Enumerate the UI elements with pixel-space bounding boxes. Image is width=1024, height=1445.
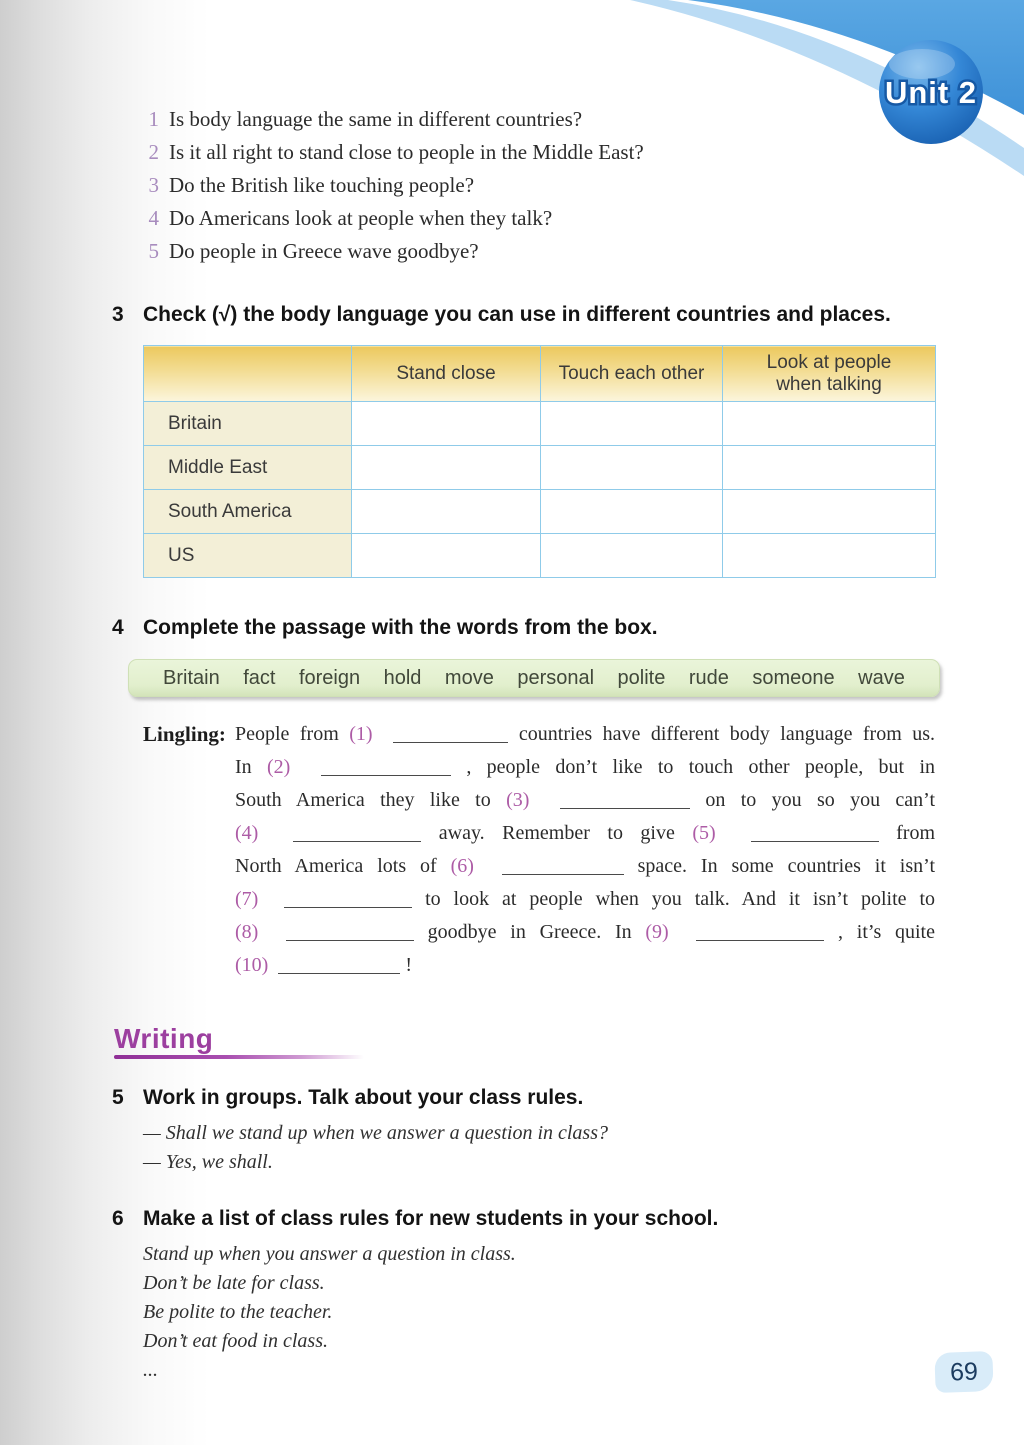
row-header-south-america: South America bbox=[144, 490, 352, 534]
blank-number: (4) bbox=[235, 822, 276, 844]
unit-badge-label: Unit 2 bbox=[884, 75, 978, 110]
passage-line bbox=[235, 916, 935, 949]
fill-in-blank bbox=[321, 757, 451, 776]
word-box-item: foreign bbox=[298, 666, 361, 689]
fill-in-blank bbox=[293, 823, 421, 842]
example-rule: Don’t be late for class. bbox=[143, 1272, 325, 1294]
word-box-item: polite bbox=[617, 666, 666, 689]
table-header-look-at-people bbox=[723, 346, 936, 402]
writing-section-heading bbox=[114, 1024, 374, 1059]
question-number: 4 bbox=[148, 206, 159, 230]
table-row bbox=[144, 490, 936, 534]
section6-heading bbox=[112, 1206, 935, 1232]
passage bbox=[143, 718, 935, 982]
passage-text: space. In some countries it isn’t bbox=[637, 855, 935, 877]
blank-number: (2) bbox=[267, 756, 306, 778]
passage-text: In bbox=[235, 756, 267, 778]
blank-number: (5) bbox=[692, 822, 734, 844]
fill-in-blank bbox=[393, 724, 508, 743]
word-box-item: move bbox=[444, 666, 494, 689]
table-header-label: Look at people when talking bbox=[766, 351, 892, 395]
blank-number: (8) bbox=[235, 921, 273, 943]
word-box-item: fact bbox=[243, 666, 276, 689]
page-number-badge bbox=[934, 1351, 993, 1393]
check-cell bbox=[352, 534, 541, 578]
table-header-label: Stand close bbox=[396, 362, 496, 384]
section6-title: Make a list of class rules for new students in your school. bbox=[143, 1207, 719, 1230]
section6-number: 6 bbox=[112, 1207, 124, 1230]
page-content bbox=[0, 103, 1024, 1385]
word-box-item: Britain bbox=[163, 666, 220, 689]
question-text: Is body language the same in different countries? bbox=[169, 107, 583, 131]
passage-text: ! bbox=[405, 954, 412, 976]
passage-lines bbox=[235, 718, 935, 982]
blank-number: (7) bbox=[235, 888, 272, 910]
question-item bbox=[143, 235, 935, 268]
word-box bbox=[128, 659, 940, 697]
passage-line bbox=[235, 949, 935, 982]
word-box-item: wave bbox=[858, 666, 905, 689]
section4-number: 4 bbox=[112, 616, 124, 639]
fill-in-blank bbox=[696, 922, 824, 941]
section4-heading bbox=[112, 615, 935, 641]
check-cell bbox=[352, 490, 541, 534]
question-text: Do the British like touching people? bbox=[169, 173, 475, 197]
passage-line bbox=[235, 718, 935, 751]
dialogue-line: — Shall we stand up when we answer a question in class? bbox=[143, 1122, 608, 1144]
question-text: Do Americans look at people when they talk? bbox=[169, 206, 553, 230]
check-cell bbox=[541, 446, 723, 490]
table-header-touch-each-other bbox=[541, 346, 723, 402]
question-number: 2 bbox=[148, 140, 159, 164]
passage-text: North America lots of bbox=[235, 855, 451, 877]
row-header-us: US bbox=[144, 534, 352, 578]
question-item bbox=[143, 169, 935, 202]
passage-text: goodbye in Greece. In bbox=[427, 921, 646, 943]
table-header-empty bbox=[144, 346, 352, 402]
example-rule: Don’t eat food in class. bbox=[143, 1330, 328, 1352]
fill-in-blank bbox=[502, 856, 624, 875]
table-header-row bbox=[144, 346, 936, 402]
class-rules-examples bbox=[143, 1240, 935, 1385]
section5-heading bbox=[112, 1085, 935, 1111]
question-item bbox=[143, 136, 935, 169]
fill-in-blank bbox=[560, 790, 690, 809]
passage-text: to look at people when you talk. And it isn’t polite to bbox=[425, 888, 936, 910]
table-header-label: Touch each other bbox=[558, 362, 705, 384]
passage-text: away. Remember to give bbox=[438, 822, 693, 844]
section3-heading bbox=[112, 302, 935, 328]
blank-number: (9) bbox=[645, 921, 683, 943]
check-cell bbox=[352, 446, 541, 490]
row-header-middle-east: Middle East bbox=[144, 446, 352, 490]
example-ellipsis: ... bbox=[143, 1359, 158, 1381]
passage-text: from bbox=[896, 822, 936, 844]
question-text: Is it all right to stand close to people in the Middle East? bbox=[169, 140, 644, 164]
check-cell bbox=[723, 402, 936, 446]
passage-text: , it’s quite bbox=[838, 921, 935, 943]
question-text: Do people in Greece wave goodbye? bbox=[169, 239, 479, 263]
passage-line bbox=[235, 751, 935, 784]
passage-text: South America they like to bbox=[235, 789, 507, 811]
fill-in-blank bbox=[284, 889, 412, 908]
table-row bbox=[144, 402, 936, 446]
dialogue-line: — Yes, we shall. bbox=[143, 1151, 273, 1173]
writing-title: Writing bbox=[114, 1023, 214, 1054]
check-cell bbox=[541, 402, 723, 446]
section5-title: Work in groups. Talk about your class rules. bbox=[143, 1086, 584, 1109]
check-cell bbox=[541, 490, 723, 534]
blank-number: (3) bbox=[506, 789, 545, 811]
body-language-table bbox=[143, 345, 936, 578]
section3-title: Check (√) the body language you can use in different countries and places. bbox=[143, 303, 891, 326]
check-cell bbox=[723, 534, 936, 578]
check-cell bbox=[723, 490, 936, 534]
section4-title: Complete the passage with the words from the box. bbox=[143, 616, 658, 639]
word-box-item: someone bbox=[752, 666, 835, 689]
section5-number: 5 bbox=[112, 1086, 124, 1109]
question-item bbox=[143, 103, 935, 136]
table-header-stand-close bbox=[352, 346, 541, 402]
fill-in-blank bbox=[278, 955, 400, 974]
passage-text: countries have different body language from us. bbox=[518, 723, 936, 745]
passage-line bbox=[235, 784, 935, 817]
passage-line bbox=[235, 850, 935, 883]
fill-in-blank bbox=[751, 823, 879, 842]
dialogue-example bbox=[143, 1119, 935, 1177]
example-rule: Stand up when you answer a question in class. bbox=[143, 1243, 516, 1265]
question-number: 5 bbox=[148, 239, 159, 263]
row-header-britain: Britain bbox=[144, 402, 352, 446]
fill-in-blank bbox=[286, 922, 414, 941]
check-cell bbox=[541, 534, 723, 578]
word-box-item: rude bbox=[688, 666, 729, 689]
question-number: 3 bbox=[148, 173, 159, 197]
blank-number: (6) bbox=[450, 855, 488, 877]
blank-number: (10) bbox=[235, 954, 274, 976]
passage-text: on to you so you can’t bbox=[705, 789, 936, 811]
passage-line bbox=[235, 817, 935, 850]
table-row bbox=[144, 446, 936, 490]
writing-underline bbox=[114, 1055, 364, 1059]
speaker-label: Lingling: bbox=[143, 722, 226, 746]
page-number: 69 bbox=[949, 1357, 979, 1386]
blank-number: (1) bbox=[349, 723, 383, 745]
passage-text: People from bbox=[235, 723, 350, 745]
check-cell bbox=[352, 402, 541, 446]
word-box-item: hold bbox=[383, 666, 422, 689]
section3-number: 3 bbox=[112, 303, 124, 326]
questions-list bbox=[143, 103, 935, 268]
passage-text: , people don’t like to touch other people, but in bbox=[466, 756, 936, 778]
word-box-item: personal bbox=[517, 666, 595, 689]
table-row bbox=[144, 534, 936, 578]
question-number: 1 bbox=[148, 107, 159, 131]
example-rule: Be polite to the teacher. bbox=[143, 1301, 333, 1323]
check-cell bbox=[723, 446, 936, 490]
question-item bbox=[143, 202, 935, 235]
passage-line bbox=[235, 883, 935, 916]
